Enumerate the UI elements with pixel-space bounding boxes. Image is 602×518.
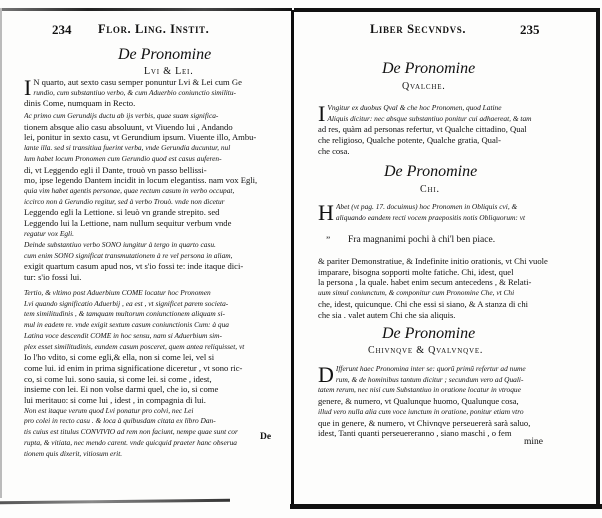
running-head: Flor. Ling. Instit.	[98, 22, 210, 36]
text-line: N quarto, aut sexto casu semper ponuntur Lvi & Lei cum Ge	[33, 77, 242, 87]
text-line: plex esset similitudinis, eundem casum posceret, quem antea reliquisset, vt	[24, 341, 245, 351]
text-line: dinis Come, numquam in Recto.	[24, 98, 136, 109]
text-line: Leggendo egli la Lettione. si leuò vn grande strepito. sed	[24, 207, 220, 218]
catchword: De	[260, 432, 272, 442]
text-line: Lvi quando significatio Aduerbij , ea est , vt significet parem societa-	[24, 298, 229, 308]
text-line: lum habet locum Pronomen cum Gerundio quod est casus auferen-	[24, 153, 222, 163]
drop-cap: I	[24, 75, 32, 100]
text-line: cum enim SONO significat transmutationem à re vel persona in aliam,	[24, 250, 233, 260]
drop-cap: D	[318, 362, 334, 387]
text-line: rum, & de hominibus tantum dicitur ; secundum vero ad Quali-	[335, 374, 524, 384]
text-line: illud vero nulla alia cum voce iunctum in oratione, ponitur etiam vtro	[318, 406, 524, 416]
text-line: tionem absque alio casu absoluunt, vt Viuendo lui , Andando	[24, 121, 233, 132]
text-line: Tertio, & vltimo post Aduerbium COME locatur hoc Pronomen	[24, 288, 211, 297]
text-line: che religioso, Qualche potente, Qualche gratia, Qual-	[318, 135, 502, 146]
paragraph	[318, 256, 550, 320]
text-line: regatur vox Egli.	[24, 228, 75, 238]
text-line: tem similitudinis , & tamquam multorum coniunctionem aliquam si-	[24, 309, 225, 319]
section-title: De Pronomine	[382, 325, 476, 342]
subhead: Qvalche.	[402, 81, 446, 92]
text-line: Ac primo cum Gerundijs ductu ab ijs verbis, quae suam significa-	[24, 111, 219, 120]
paragraph	[24, 240, 286, 283]
verse-quote: Fra magnanimi pochi à chi'l ben piace.	[348, 235, 496, 245]
running-head: Liber Secvndvs.	[370, 22, 467, 36]
text-line: uum simul coniunctum, & componitur cum Pronomine Che, vt Chi	[318, 288, 515, 298]
page-edge-bottom-left	[0, 499, 230, 504]
subhead: Chi.	[420, 184, 440, 195]
text-line: Deinde substantiuo verbo SONO iungitur à tergo in quarto casu.	[24, 240, 216, 249]
section-title: De Pronomine	[118, 46, 212, 63]
text-line: Vngitur ex duobus Qval & che hoc Pronomen, quod Latine	[327, 103, 502, 112]
section-title: De Pronomine	[384, 163, 478, 180]
text-line: exigit quartum casum apud nos, vt s'io fossi te: inde itaque dici-	[24, 261, 244, 272]
text-line: Ifferunt haec Pronomina inter se: quorũ primũ refertur ad nume	[335, 364, 526, 373]
text-line: che sia . valet autem Chi che sia aliquis.	[318, 309, 456, 320]
text-line: Io l'ho vdito, si come egli,& ella, non si come lei, vel si	[24, 352, 215, 363]
text-line: lei, ponitur in sexto casu, vt Gerundium ipsum. Viuente illo, Ambu-	[24, 132, 257, 143]
paragraph	[318, 103, 550, 157]
catchword: mine	[524, 437, 543, 447]
text-line: che cosa.	[318, 145, 350, 156]
page-number: 234	[52, 22, 72, 37]
book-gutter	[291, 10, 294, 508]
text-line: come lui. id enim in prima significatione diceretur , vt sono ric-	[24, 362, 243, 373]
text-line: idest, Tanti quanti perseuereranno , siano maschi , o fem	[318, 428, 512, 439]
text-line: Abet (vt pag. 17. docuimus) hoc Pronomen in Obliquis cvi, &	[335, 202, 518, 211]
page-edge-bottom-right	[290, 504, 602, 509]
text-line: pro colei in recto casu . & loca à quibusdam citata ex libro Dan-	[24, 416, 216, 426]
text-line: aliquando eandem recti vocem praepositis notis Obliquorum: vt	[335, 212, 526, 222]
text-line: mo, ipse legendo Dantem incidit in locum elegantiss. nam vox Egli,	[24, 175, 258, 186]
text-line: la persona , la quale. habet enim secum antecedens , & Relati-	[318, 277, 532, 288]
text-line: genere, & numero, vt Qualunque huomo, Qualunque cosa,	[318, 396, 519, 407]
text-line: lante illa. sed si transitiua fuerint verba, vnde Gerundia ducuntur, nul	[24, 143, 231, 153]
text-line: Aliquis dicitur: nec absque substantiuo ponitur cui adhaereat, & tam	[327, 113, 532, 123]
quote-mark: ”	[326, 236, 331, 246]
text-line: mul in eadem re. vnde exigit sextum casum coniunctionis Cum: à qua	[24, 320, 229, 330]
page-edge-right	[596, 10, 600, 508]
text-line: tur: s'io fossi lui.	[24, 272, 82, 283]
text-line: rundio, cum substantiuo verbo, & cum Aduerbio coniunctio similitu-	[33, 87, 237, 97]
text-line: & pariter Demonstratiue, & Indefinite initio orationis, vt Chi vuole	[318, 256, 548, 266]
drop-cap: H	[318, 200, 334, 225]
text-line: co, si come lui. sono sauia, si come lei. si come , idest,	[24, 373, 212, 384]
paragraph	[24, 77, 286, 109]
page-edge-left	[0, 8, 2, 498]
section-title: De Pronomine	[382, 60, 476, 77]
text-line: Non est itaque verum quod Lvi ponatur pro colvi, nec Lei	[24, 405, 194, 415]
text-line: Leggendo lui la Lettione, nam nullum sequitur verbum vnde	[24, 218, 232, 229]
text-line: rupta, & vitiata, nec mendo carent. vnde quicquid praeter hanc obserua	[24, 437, 237, 447]
text-line: iccirco non à Gerundio regitur, sed à verbo Trouò. vnde non dicetur	[24, 196, 225, 206]
drop-cap: I	[318, 101, 326, 126]
text-line: tionem quis dixerit, vitiosum erit.	[24, 448, 123, 458]
text-line: insieme con lei. Ei non volse darmi quel, che io, si come	[24, 384, 219, 395]
text-line: Latina voce descendit COME in hoc sensu, nam si Aduerbium sim-	[24, 330, 222, 340]
text-line: che, idest, quicunque. Chi che essi si siano, & A stanza di chi	[318, 298, 529, 309]
paragraph	[24, 111, 286, 239]
text-line: di, vt Leggendo egli il Dante, trouò vn passo bellissi-	[24, 164, 207, 175]
page-number: 235	[520, 22, 540, 37]
page-edge-top-right	[294, 8, 600, 12]
text-line: que in genere, & numero, vt Chivnqve perseuererà sarà saluo,	[318, 417, 531, 428]
page-edge-top-left	[0, 8, 292, 11]
text-line: imparare, bisogna sopporti molte fatiche. Chi, idest, quel	[318, 266, 514, 277]
subhead: Chivnqve & Qvalvnqve.	[368, 345, 484, 356]
paragraph	[318, 364, 550, 439]
text-line: tatem rerum, nec nisi cum Substantiuo in oratione locatur in vtroque	[318, 385, 521, 395]
text-line: tis cuius est titulus CONVIVIO ad rem non faciunt, nempe quae sunt cor	[24, 427, 238, 437]
paragraph	[318, 202, 550, 223]
text-line: ad res, quàm ad personas refertur, vt Qualche cittadino, Qual	[318, 124, 527, 135]
text-line: lui meritauo: si come lui , idest , in compagnia di lui.	[24, 395, 206, 406]
subhead: Lvi & Lei.	[144, 66, 194, 77]
text-line: quia vim habet agentis personae, quae rectum casum in verbo occupat,	[24, 185, 235, 195]
paragraph	[24, 288, 286, 459]
